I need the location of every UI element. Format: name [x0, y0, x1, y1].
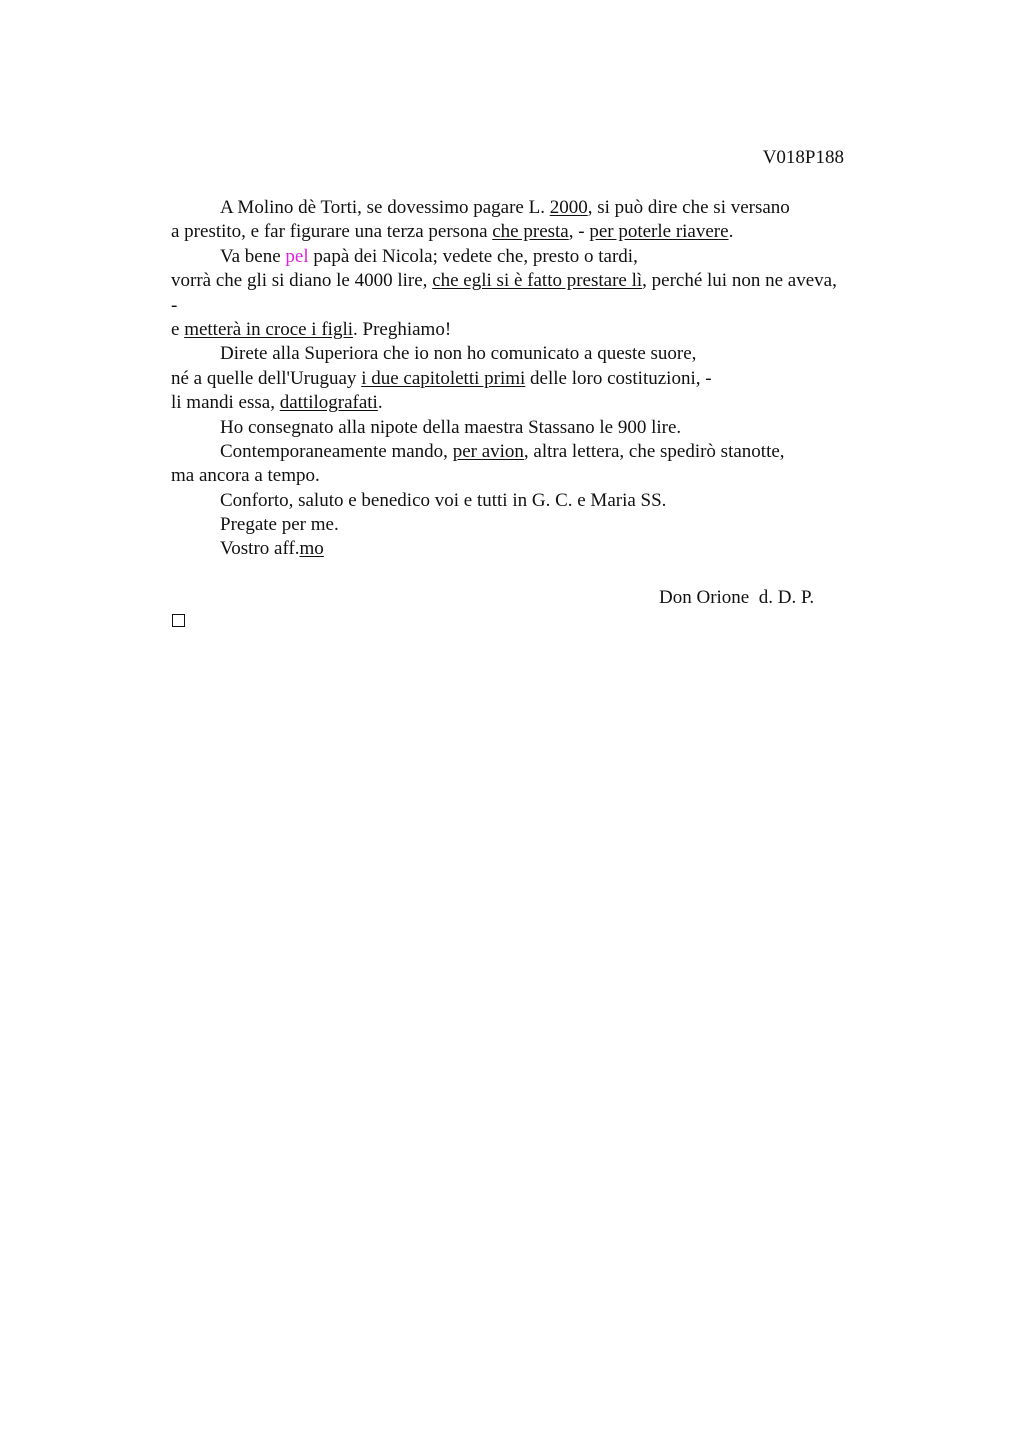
letter-line-2: a prestito, e far figurare una terza persona che presta, - per poterle riavere.: [171, 221, 734, 243]
letter-line-3: Va bene pel papà dei Nicola; vedete che, presto o tardi,: [220, 245, 638, 267]
letter-line-1: A Molino dè Torti, se dovessimo pagare L. 2000, si può dire che si versano: [220, 197, 790, 218]
signature: Don Orione d. D. P.: [659, 587, 815, 608]
underlined-text: che presta: [492, 221, 569, 243]
letter-line-14: Pregate per me.: [220, 514, 339, 536]
letter-line-5: -: [171, 294, 178, 316]
letter-line-8: né a quelle dell'Uruguay i due capitoletti primi delle loro costituzioni, -: [171, 367, 712, 389]
highlighted-word: pel: [285, 245, 309, 267]
letter-line-9: li mandi essa, dattilografati.: [171, 392, 383, 414]
letter-line-12: ma ancora a tempo.: [171, 465, 320, 487]
underlined-text: per avion: [452, 440, 524, 462]
page-id: V018P188: [762, 147, 844, 168]
letter-line-4: vorrà che gli si diano le 4000 lire, che egli si è fatto prestare lì, perché lui non ne aveva,: [171, 270, 837, 292]
underlined-text: per poterle riavere: [589, 221, 729, 243]
letter-line-15: Vostro aff.mo: [220, 538, 324, 560]
letter-line-7: Direte alla Superiora che io non ho comunicato a queste suore,: [220, 343, 697, 365]
underlined-text: che egli si è fatto prestare lì: [432, 270, 643, 292]
underlined-text: i due capitoletti primi: [361, 367, 526, 389]
end-marker-box-icon: [172, 614, 185, 627]
underlined-text: dattilografati: [279, 392, 378, 414]
underlined-text: mo: [299, 538, 324, 560]
letter-line-11: Contemporaneamente mando, per avion, altra lettera, che spedirò stanotte,: [220, 440, 785, 462]
underlined-text: metterà in croce i figli: [184, 318, 353, 340]
letter-line-13: Conforto, saluto e benedico voi e tutti in G. C. e Maria SS.: [220, 489, 667, 511]
letter-line-10: Ho consegnato alla nipote della maestra Stassano le 900 lire.: [220, 416, 682, 438]
underlined-text: 2000: [549, 197, 588, 218]
letter-body: [171, 196, 911, 562]
letter-line-6: e metterà in croce i figli. Preghiamo!: [171, 318, 452, 340]
